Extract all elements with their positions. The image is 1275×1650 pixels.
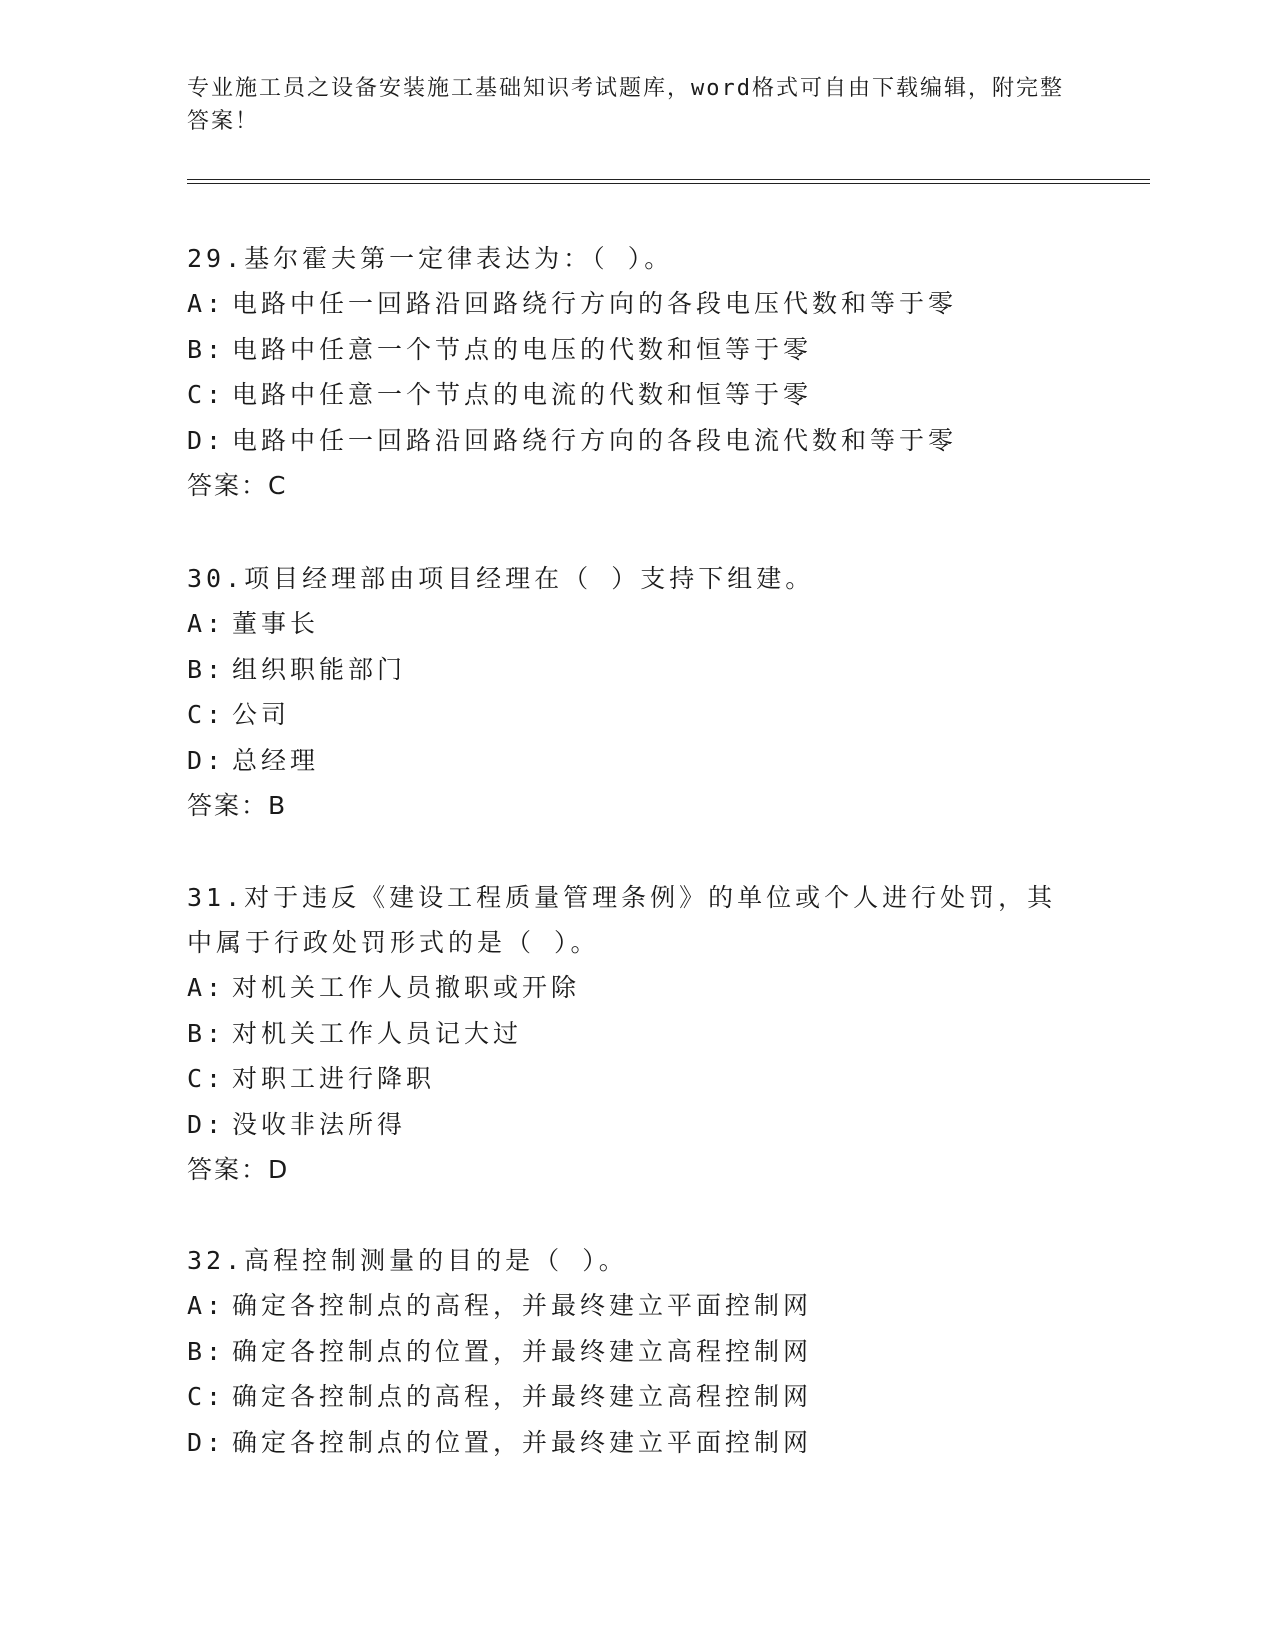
option-text: 确定各控制点的高程，并最终建立高程控制网 [232,1382,813,1411]
option-text: 确定各控制点的高程，并最终建立平面控制网 [232,1291,813,1320]
question-31 [187,875,1067,1192]
question-stem [187,236,1067,281]
option-c [187,1056,1067,1102]
option-c [187,372,1067,418]
header-text: 专业施工员之设备安装施工基础知识考试题库，word格式可自由下载编辑，附完整答案！ [187,76,1064,134]
option-text: 没收非法所得 [232,1109,407,1139]
option-text: 对机关工作人员撤职或开除 [232,973,581,1002]
answer-line: 答案：C [187,471,288,500]
option-letter: D: [187,1427,226,1457]
option-text: 组织职能部门 [232,654,407,684]
question-text: 项目经理部由项目经理在（ ）支持下组建。 [244,564,815,593]
option-text: 电路中任意一个节点的电流的代数和恒等于零 [232,380,813,409]
option-text: 确定各控制点的位置，并最终建立平面控制网 [232,1427,813,1457]
option-b [187,1011,1067,1057]
question-text: 对于违反《建设工程质量管理条例》的单位或个人进行处罚，其中属于行政处罚形式的是（ ）。 [187,883,1057,957]
option-letter: A: [187,1291,226,1320]
option-b [187,1329,1067,1375]
question-number: 29. [187,244,245,273]
option-letter: B: [187,1336,226,1366]
answer-line: 答案：B [187,791,288,820]
option-letter: B: [187,1018,226,1048]
question-text: 基尔霍夫第一定律表达为：（ ）。 [244,244,674,273]
option-letter: A: [187,289,226,318]
document-header [187,72,1067,138]
option-text: 对机关工作人员记大过 [232,1018,523,1048]
option-text: 确定各控制点的位置，并最终建立高程控制网 [232,1336,813,1366]
option-letter: D: [187,425,226,455]
question-number: 30. [187,564,245,593]
header-divider-bottom [187,183,1150,184]
question-number: 32. [187,1246,245,1275]
option-text: 电路中任一回路沿回路绕行方向的各段电流代数和等于零 [232,425,958,455]
question-stem [187,875,1067,965]
option-d [187,418,1067,464]
option-c [187,1374,1067,1420]
option-letter: D: [187,745,226,775]
option-text: 董事长 [232,609,320,638]
option-letter: D: [187,1109,226,1139]
question-stem [187,1238,1067,1283]
option-text: 对职工进行降职 [232,1064,436,1093]
option-letter: B: [187,654,226,684]
option-letter: C: [187,1382,226,1411]
option-text: 电路中任一回路沿回路绕行方向的各段电压代数和等于零 [232,289,958,318]
option-a [187,601,1067,647]
question-29 [187,236,1067,508]
question-30 [187,556,1067,828]
option-d [187,1420,1067,1466]
answer-line: 答案：D [187,1155,290,1184]
option-d [187,1102,1067,1148]
option-letter: A: [187,609,226,638]
question-stem [187,556,1067,601]
option-text: 公司 [232,700,291,729]
header-divider-top [187,179,1150,180]
option-letter: B: [187,334,226,364]
question-32 [187,1238,1067,1465]
question-text: 高程控制测量的目的是（ ）。 [244,1246,628,1275]
option-b [187,327,1067,373]
question-number: 31. [187,883,245,912]
option-text: 总经理 [232,745,320,775]
option-b [187,647,1067,693]
option-letter: C: [187,380,226,409]
option-text: 电路中任意一个节点的电压的代数和恒等于零 [232,334,813,364]
option-c [187,692,1067,738]
option-letter: C: [187,1064,226,1093]
option-letter: C: [187,700,226,729]
option-d [187,738,1067,784]
option-a [187,281,1067,327]
option-a [187,965,1067,1011]
option-a [187,1283,1067,1329]
option-letter: A: [187,973,226,1002]
